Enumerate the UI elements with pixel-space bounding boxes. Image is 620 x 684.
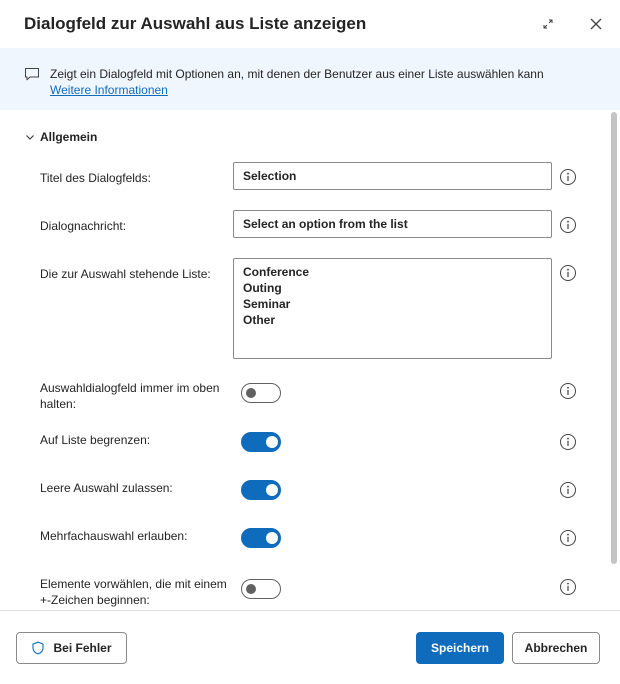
toggle-knob [266, 436, 278, 448]
info-icon[interactable] [559, 216, 577, 234]
learn-more-link[interactable]: Weitere Informationen [50, 83, 168, 97]
list-item: Outing [243, 281, 282, 295]
info-icon[interactable] [559, 481, 577, 499]
limit-to-list-toggle[interactable] [241, 432, 281, 452]
save-button[interactable]: Speichern [416, 632, 504, 664]
scrollbar[interactable] [610, 112, 618, 564]
toggle-knob [246, 388, 256, 398]
comment-icon [24, 66, 40, 82]
always-on-top-toggle[interactable] [241, 383, 281, 403]
info-icon[interactable] [559, 264, 577, 282]
list-label: Die zur Auswahl stehende Liste: [40, 267, 211, 281]
on-error-label: Bei Fehler [53, 641, 112, 655]
dialog-title-label: Titel des Dialogfelds: [40, 171, 151, 185]
info-icon[interactable] [559, 382, 577, 400]
info-icon[interactable] [559, 168, 577, 186]
scrollbar-thumb[interactable] [611, 112, 617, 564]
toggle-knob [246, 584, 256, 594]
dialog-header [0, 0, 620, 48]
limit-to-list-label: Auf Liste begrenzen: [40, 433, 151, 447]
dialog-message-label: Dialognachricht: [40, 219, 127, 233]
section-title: Allgemein [40, 130, 98, 144]
multi-select-label: Mehrfachauswahl erlauben: [40, 529, 188, 543]
info-icon[interactable] [559, 433, 577, 451]
section-general-header[interactable] [24, 130, 97, 144]
dialog-message-input[interactable]: Select an option from the list [233, 210, 552, 238]
cancel-button[interactable]: Abbrechen [512, 632, 600, 664]
list-item: Seminar [243, 297, 291, 311]
toggle-knob [266, 484, 278, 496]
expand-button[interactable] [536, 12, 560, 36]
allow-empty-toggle[interactable] [241, 480, 281, 500]
allow-empty-label: Leere Auswahl zulassen: [40, 481, 173, 495]
dialog-footer [0, 610, 620, 684]
multi-select-toggle[interactable] [241, 528, 281, 548]
always-on-top-label: Auswahldialogfeld immer im oben halten: [40, 381, 220, 411]
dialog-title-input[interactable]: Selection [233, 162, 552, 190]
form-content [0, 110, 610, 610]
close-icon [590, 18, 602, 30]
chevron-down-icon [24, 131, 36, 143]
list-item: Conference [243, 265, 310, 279]
toggle-knob [266, 532, 278, 544]
info-icon[interactable] [559, 578, 577, 596]
on-error-button[interactable] [16, 632, 127, 664]
dialog-title: Dialogfeld zur Auswahl aus Liste anzeigen [24, 14, 367, 33]
list-textarea[interactable] [233, 258, 552, 359]
close-button[interactable] [584, 12, 608, 36]
preselect-plus-toggle[interactable] [241, 579, 281, 599]
info-icon[interactable] [559, 529, 577, 547]
shield-icon [31, 641, 45, 655]
preselect-plus-label: Elemente vorwählen, die mit einem +-Zeichen beginnen: [40, 577, 227, 607]
info-bar [0, 48, 620, 110]
info-description: Zeigt ein Dialogfeld mit Optionen an, mit denen der Benutzer aus einer Liste auswählen kann [50, 67, 544, 81]
list-item: Other [243, 313, 276, 327]
expand-icon [542, 18, 554, 30]
